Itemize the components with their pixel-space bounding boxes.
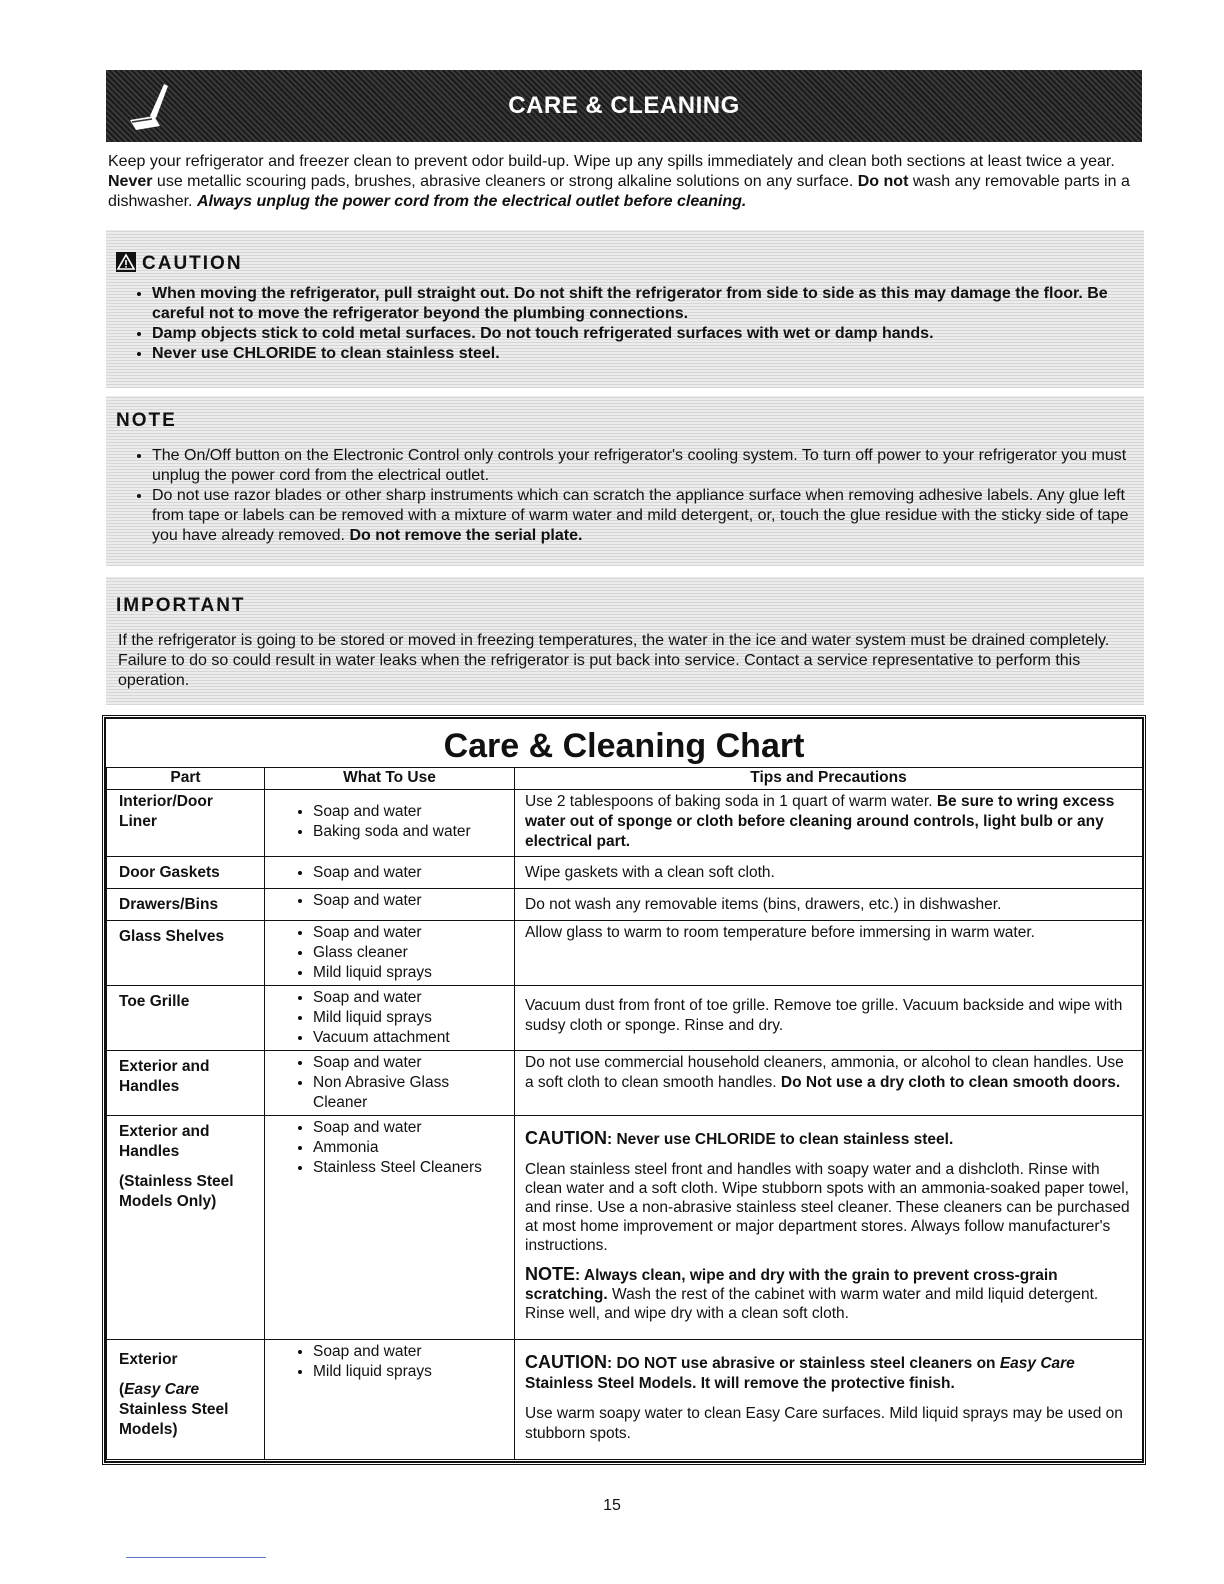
use-cell: • Soap and water • Glass cleaner • Mild liquid sprays [265,921,515,986]
tips-cell: CAUTION: DO NOT use abrasive or stainless steel cleaners on Easy Care Stainless Steel Models. It will remove the protective finish. Use warm soapy water to clean Easy Care surfaces. Mild liquid sprays may be used on stubborn spots. [515,1340,1143,1460]
column-header: Tips and Precautions [515,768,1143,790]
part-cell: Exterior and Handles [107,1051,265,1116]
caution-item: • Damp objects stick to cold metal surfaces. Do not touch refrigerated surfaces with wet or damp hands. [152,324,1142,344]
caution-note: CAUTION: Never use CHLORIDE to clean stainless steel. [525,1128,954,1148]
part-cell: Toe Grille [107,986,265,1051]
chart-table [106,767,1143,1460]
caution-item: • When moving the refrigerator, pull straight out. Do not shift the refrigerator from side to side as this may damage the floor. Be careful not to move the refrigerator beyond the plumbing connections. [152,284,1142,324]
chart-title: Care & Cleaning Chart [443,727,805,765]
use-cell: • Soap and water • Non Abrasive Glass Cleaner [265,1051,515,1116]
table-row [107,921,1143,986]
important-text: If the refrigerator is going to be stored or moved in freezing temperatures, the water in the ice and water system must be drained completely. Failure to do so could result in water leaks when the refrigerator is put back into service. Contact a service representative to perform this operation. [118,632,1110,689]
part-cell: Glass Shelves [107,921,265,986]
column-header: Part [107,768,265,790]
tips-cell: Vacuum dust from front of toe grille. Remove toe grille. Vacuum backside and wipe with sudsy cloth or sponge. Rinse and dry. [515,986,1143,1051]
note-text: NOTE: Always clean, wipe and dry with the grain to prevent cross-grain scratching. Wash the rest of the cabinet with warm water and mild liquid detergent. Rinse well, and wipe dry with a clean soft cloth. [525,1264,1099,1322]
use-cell: • Soap and water • Mild liquid sprays [265,1340,515,1460]
use-cell: • Soap and water • Mild liquid sprays • Vacuum attachment [265,986,515,1051]
divider [126,1557,266,1558]
part-cell: Door Gaskets [107,857,265,889]
tips-cell: Allow glass to warm to room temperature before immersing in warm water. [515,921,1143,986]
table-row [107,1340,1143,1460]
caution-item: • Never use CHLORIDE to clean stainless steel. [152,344,1142,364]
use-cell: • Soap and water [265,889,515,921]
tips-cell: Wipe gaskets with a clean soft cloth. [515,857,1143,889]
use-cell: • Soap and water • Ammonia • Stainless Steel Cleaners [265,1116,515,1340]
caution-box [106,230,1144,388]
important-heading: IMPORTANT [116,595,246,616]
table-header-row [107,768,1143,790]
table-row [107,889,1143,921]
intro-paragraph: Keep your refrigerator and freezer clean to prevent odor build-up. Wipe up any spills immediately and clean both sections at least twice a year. Never use metallic scouring pads, brushes, abrasive cleaners or strong alkaline solutions on any surface. Do not wash any removable parts in a dishwasher. Always unplug the power cord from the electrical outlet before cleaning. [108,153,1130,210]
tips-cell: CAUTION: Never use CHLORIDE to clean stainless steel. Clean stainless steel front and handles with soapy water and a dishcloth. Rinse with clean water and a soft cloth. Wipe stubborn spots with an ammonia-soaked paper towel, and rinse. Use a non-abrasive stainless steel cleaner. These cleaners can be purchased at most home improvement or major department stores. Always follow manufacturer's instructions. NOTE: Always clean, wipe and dry with the grain to prevent cross-grain scratching. Wash the rest of the cabinet with warm water and mild liquid detergent. Rinse well, and wipe dry with a clean soft cloth. [515,1116,1143,1340]
part-cell: Interior/Door Liner [107,790,265,857]
part-cell: Drawers/Bins [107,889,265,921]
caution-list [118,284,1142,364]
note-item: • Do not use razor blades or other sharp instruments which can scratch the appliance surface when removing adhesive labels. Any glue left from tape or labels can be removed with a mixture of warm water and mild detergent, or, touch the glue residue with the sticky side of tape you have already removed. Do not remove the serial plate. [152,486,1142,546]
important-box [106,577,1144,705]
table-row [107,986,1143,1051]
tips-cell: Use 2 tablespoons of baking soda in 1 quart of warm water. Be sure to wring excess water out of sponge or cloth before cleaning around controls, light bulb or any electrical part. [515,790,1143,857]
warning-icon [116,252,136,272]
caution-heading: CAUTION [116,252,243,275]
note-heading: NOTE [116,410,177,431]
page-title: CARE & CLEANING [508,92,740,119]
note-list [118,446,1142,546]
table-row [107,857,1143,889]
caution-note: CAUTION: DO NOT use abrasive or stainless steel cleaners on Easy Care Stainless Steel Models. It will remove the protective finish. [525,1352,1075,1392]
table-row [107,790,1143,857]
part-cell: Exterior (Easy Care Stainless Steel Models) [107,1340,265,1460]
table-row [107,1051,1143,1116]
table-row [107,1116,1143,1340]
section-banner [106,70,1142,142]
use-cell: • Soap and water • Baking soda and water [265,790,515,857]
page-number: 15 [603,1497,621,1514]
note-item: • The On/Off button on the Electronic Control only controls your refrigerator's cooling system. To turn off power to your refrigerator you must unplug the power cord from the electrical outlet. [152,446,1142,486]
note-box [106,396,1144,566]
care-cleaning-chart [104,717,1144,1463]
part-cell: Exterior and Handles (Stainless Steel Models Only) [107,1116,265,1340]
tips-cell: Do not wash any removable items (bins, drawers, etc.) in dishwasher. [515,889,1143,921]
tips-cell: Do not use commercial household cleaners, ammonia, or alcohol to clean handles. Use a soft cloth to clean smooth handles. Do Not use a dry cloth to clean smooth doors. [515,1051,1143,1116]
use-cell: • Soap and water [265,857,515,889]
column-header: What To Use [265,768,515,790]
